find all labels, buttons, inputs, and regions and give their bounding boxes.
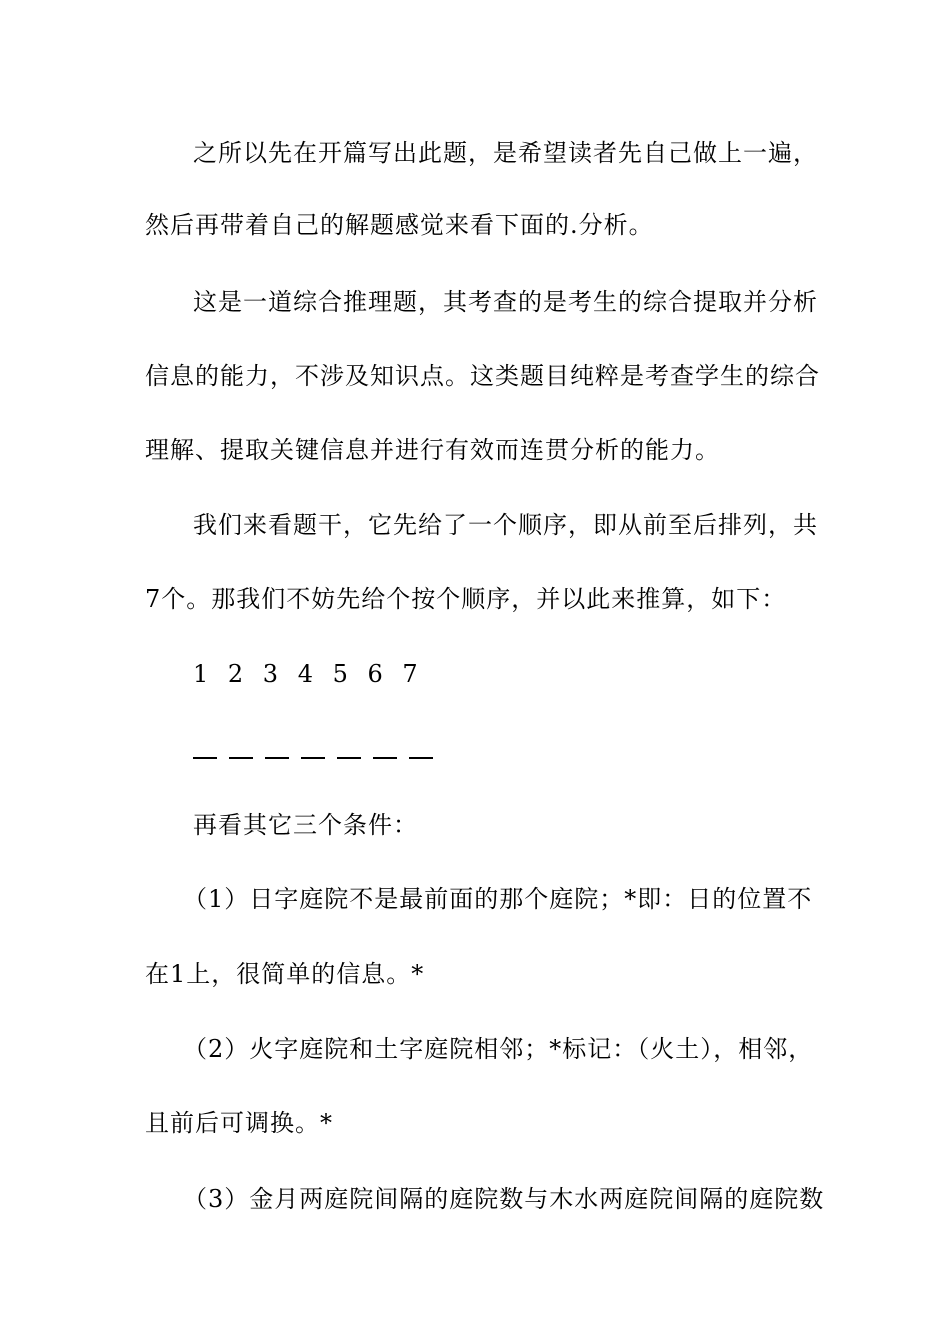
blank-slot bbox=[301, 757, 325, 759]
position-blanks bbox=[193, 757, 433, 759]
paragraph-line-5: 理解、提取关键信息并进行有效而连贯分析的能力。 bbox=[145, 436, 720, 464]
paragraph-line-6: 我们来看题干，它先给了一个顺序，即从前至后排列，共 bbox=[193, 511, 818, 539]
blank-slot bbox=[337, 757, 361, 759]
blank-slot bbox=[193, 757, 217, 759]
blank-slot bbox=[229, 757, 253, 759]
condition-3-line-1: （3）金月两庭院间隔的庭院数与木水两庭院间隔的庭院数 bbox=[183, 1185, 825, 1213]
paragraph-line-1: 之所以先在开篇写出此题，是希望读者先自己做上一遍， bbox=[193, 139, 818, 167]
condition-2-line-1: （2）火字庭院和土字庭院相邻；*标记：（火土），相邻， bbox=[183, 1035, 814, 1063]
blank-slot bbox=[265, 757, 289, 759]
paragraph-line-7: 7个。那我们不妨先给个按个顺序，并以此来推算，如下： bbox=[145, 585, 787, 613]
condition-1-line-2: 在1上，很简单的信息。* bbox=[145, 960, 425, 988]
paragraph-line-3: 这是一道综合推理题，其考查的是考生的综合提取并分析 bbox=[193, 288, 818, 316]
condition-2-line-2: 且前后可调换。* bbox=[145, 1109, 333, 1137]
condition-1-line-1: （1）日字庭院不是最前面的那个庭院；*即：日的位置不 bbox=[183, 885, 813, 913]
paragraph-line-8: 再看其它三个条件： bbox=[193, 811, 418, 839]
paragraph-line-2: 然后再带着自己的解题感觉来看下面的.分析。 bbox=[145, 211, 654, 239]
blank-slot bbox=[373, 757, 397, 759]
blank-slot bbox=[409, 757, 433, 759]
position-numbers: 1 2 3 4 5 6 7 bbox=[193, 660, 424, 688]
paragraph-line-4: 信息的能力，不涉及知识点。这类题目纯粹是考查学生的综合 bbox=[145, 362, 820, 390]
